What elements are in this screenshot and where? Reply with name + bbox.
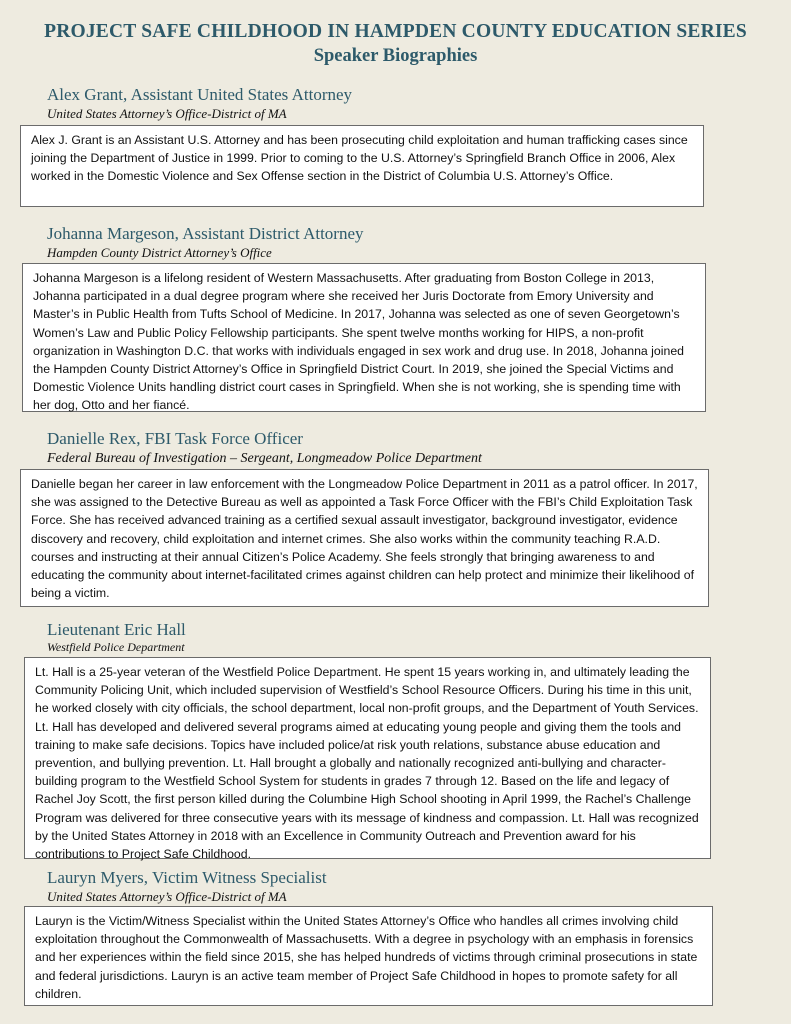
speaker-bio: Lauryn is the Victim/Witness Specialist within the United States Attorney’s Office who handles all crimes involving child exploitation throughout the Commonwealth of Massachusetts. With a degree in psychology with an emphasis in forensics and her experiences within the field since 2015, she has helped hundreds of victims through criminal prosecutions in state and federal jurisdictions. Lauryn is an active team member of Project Safe Childhood in hopes to promote safety for all children. (24, 906, 713, 1006)
speaker-name: Johanna Margeson, Assistant District Attorney (47, 224, 364, 243)
speaker-bio: Danielle began her career in law enforcement with the Longmeadow Police Department in 2011 as a patrol officer. In 2017, she was assigned to the Detective Bureau as well as appointed a Task Force Officer with the FBI’s Child Exploitation Task Force. She has received advanced training as a certified sexual assault investigator, background investigator, evidence discovery and recovery, child exploitation and internet crimes. She also works within the community teaching R.A.D. courses and instructing at their annual Citizen’s Police Academy. She feels strongly that bringing awareness to and educating the community about internet-facilitated crimes against children can help protect and minimize their likelihood of being a victim. (20, 469, 709, 607)
speaker-organization: Hampden County District Attorney’s Office (47, 245, 272, 260)
speaker-name: Lieutenant Eric Hall (47, 620, 186, 639)
page-title: PROJECT SAFE CHILDHOOD IN HAMPDEN COUNTY EDUCATION SERIES (44, 21, 747, 42)
speaker-organization: United States Attorney’s Office-District of MA (47, 889, 287, 904)
page-subtitle: Speaker Biographies (313, 46, 478, 66)
speaker-bio: Johanna Margeson is a lifelong resident of Western Massachusetts. After graduating from Boston College in 2013, Johanna participated in a dual degree program where she received her Juris Doctorate from Emory University and Master’s in Public Health from Tufts School of Medicine. In 2017, Johanna was selected as one of seven Georgetown’s Women’s Law and Public Policy Fellowship participants. She spent twelve months working for HIPS, a non-profit organization in Washington D.C. that works with individuals engaged in sex work and drug use. In 2018, Johanna joined the Hampden County District Attorney’s Office in Springfield District Court. In 2019, she joined the Special Victims and Domestic Violence Units handling district court cases in Springfield. When she is not working, she is spending time with her dog, Otto and her fiancé. (22, 263, 706, 412)
speaker-name: Alex Grant, Assistant United States Attorney (47, 85, 353, 104)
speaker-bio: Alex J. Grant is an Assistant U.S. Attorney and has been prosecuting child exploitation and human trafficking cases since joining the Department of Justice in 1999. Prior to coming to the U.S. Attorney’s Springfield Branch Office in 2006, Alex worked in the Domestic Violence and Sex Offense section in the District of Columbia U.S. Attorney’s Office. (20, 125, 704, 207)
page-header (0, 20, 791, 68)
speaker-bio: Lt. Hall is a 25-year veteran of the Westfield Police Department. He spent 15 years working in, and ultimately leading the Community Policing Unit, which included supervision of Westfield’s School Resource Officers. During his time in this unit, he worked closely with city officials, the school department, local non-profit groups, and the Department of Youth Services. Lt. Hall has developed and delivered several programs aimed at educating young people and giving them the tools and training to make safe decisions. Topics have included police/at risk youth relations, substance abuse education and prevention, and bullying prevention. Lt. Hall brought a globally and nationally recognized anti-bullying and character-building program to the Westfield School System for students in grades 7 through 12. Based on the life and legacy of Rachel Joy Scott, the first person killed during the Columbine High School shooting in April 1999, the Rachel’s Challenge Program was delivered for three consecutive years with its message of kindness and compassion. Lt. Hall was recognized by the United States Attorney in 2018 with an Excellence in Community Outreach and Prevention award for his contributions to Project Safe Childhood. (24, 657, 711, 859)
speaker-organization: Federal Bureau of Investigation – Sergeant, Longmeadow Police Department (47, 451, 482, 466)
speaker-name: Lauryn Myers, Victim Witness Specialist (47, 868, 327, 887)
speaker-organization: United States Attorney’s Office-District of MA (47, 106, 287, 121)
speaker-name: Danielle Rex, FBI Task Force Officer (47, 429, 303, 448)
speaker-organization: Westfield Police Department (47, 640, 185, 654)
